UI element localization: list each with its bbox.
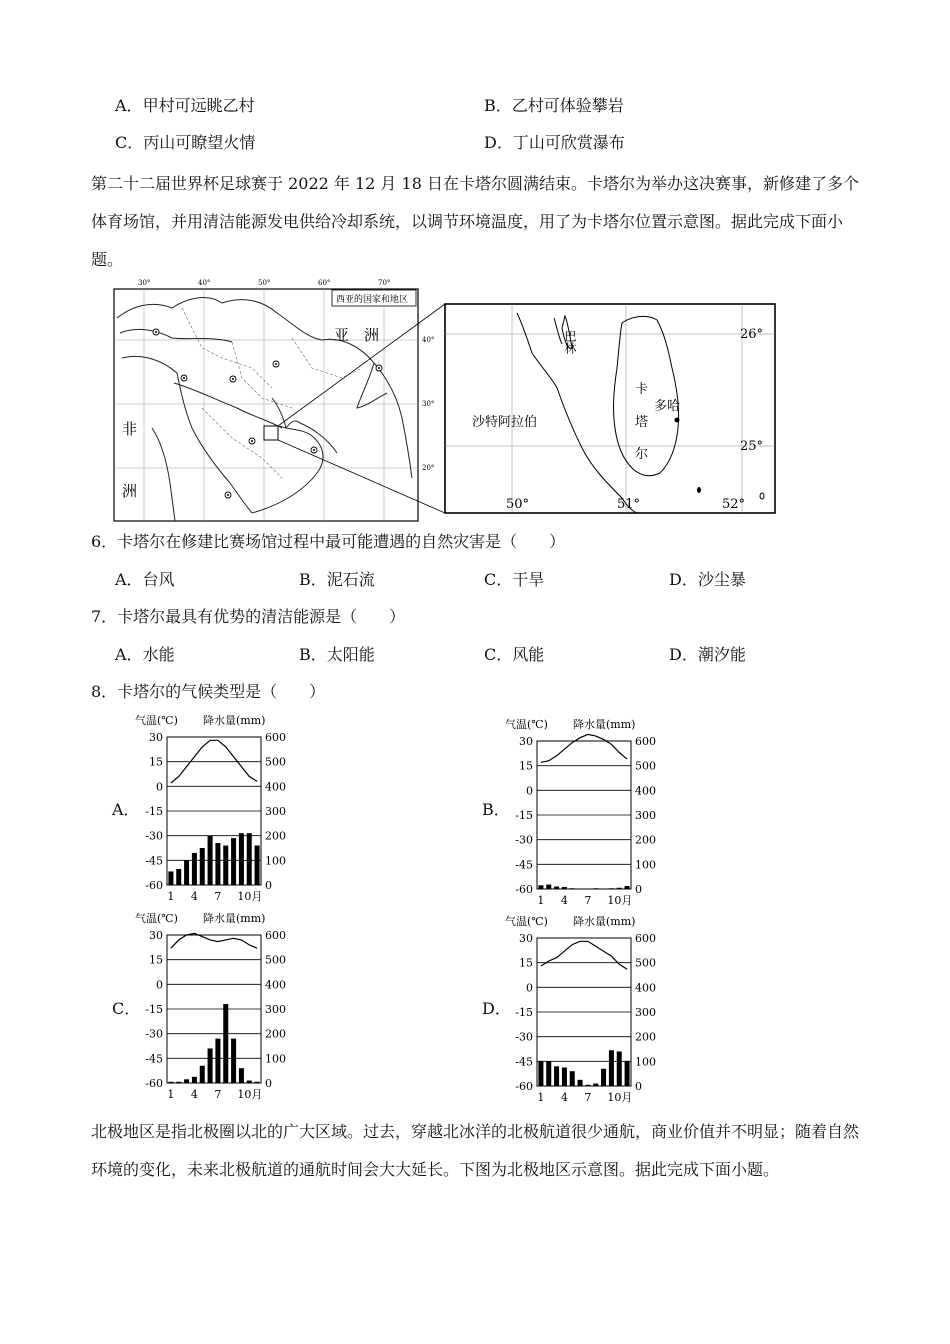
q6-option-b: B．泥石流 [299, 570, 375, 589]
lon-52-label: 52° [722, 497, 746, 512]
precip-bar [200, 1066, 205, 1083]
precip-tick: 0 [635, 883, 642, 896]
lat-25-label: 25° [740, 439, 764, 454]
precip-bar [215, 1039, 220, 1083]
precip-tick: 300 [265, 805, 286, 818]
precip-bar [184, 1079, 189, 1083]
map-title: 西亚的国家和地区 [336, 295, 409, 305]
month-tick: 7 [584, 894, 592, 907]
temp-tick: -15 [145, 1003, 163, 1016]
precip-bar [554, 1066, 559, 1086]
qatar-label-1: 卡 [635, 382, 649, 397]
precip-bar [208, 836, 213, 885]
precip-tick: 100 [265, 1052, 286, 1066]
temp-tick: -45 [145, 854, 163, 868]
temperature-line [541, 734, 627, 762]
qatar-label-3: 尔 [635, 447, 649, 462]
temp-tick: -60 [515, 883, 533, 896]
precip-bar [546, 885, 551, 889]
precip-bar [585, 1085, 590, 1086]
precip-tick: 600 [265, 731, 286, 744]
lon-50-label: 50° [506, 497, 530, 512]
q7-option-a: A．水能 [115, 645, 175, 664]
precip-tick: 100 [635, 1055, 656, 1069]
precip-bar [215, 843, 220, 885]
month-tick: 7 [584, 1091, 592, 1104]
precip-tick: 400 [265, 780, 286, 794]
precip-bar [176, 1082, 181, 1083]
precip-tick: 200 [265, 1027, 286, 1041]
q6-stem: 6．卡塔尔在修建比赛场馆过程中最可能遭遇的自然灾害是（ ） [91, 532, 566, 551]
precip-bar [546, 1061, 551, 1086]
arctic-intro: 北极地区是指北极圈以北的广大区域。过去，穿越北冰洋的北极航道很少通航，商业价值并不明显；随着自然环境的变化，未来北极航道的通航时间会大大延长。下图为北极地区示意图。据此完成下面小题。 [91, 1122, 860, 1179]
precip-bar [625, 886, 630, 889]
temp-tick: -30 [145, 1027, 163, 1041]
q8-option-a: A． [112, 800, 140, 819]
temperature-line [541, 941, 627, 969]
precip-bar [192, 853, 197, 885]
temp-tick: 30 [149, 929, 163, 942]
qatar-intro: 第二十二届世界杯足球赛于 2022 年 12 月 18 日在卡塔尔圆满结束。卡塔尔为举办这决赛事，新修建了多个体育场馆，并用清洁能源发电供给冷却系统，以调节环境温度，用了为卡塔尔位置示意图。据此完成下面小题。 [91, 174, 859, 269]
lon-51-label: 51° [617, 497, 641, 512]
precip-tick: 100 [635, 858, 656, 872]
precip-bar [184, 860, 189, 885]
precip-axis-title: 降水量(mm) [203, 912, 266, 925]
temp-tick: -30 [145, 829, 163, 843]
precip-bar [247, 1081, 252, 1083]
precip-tick: 0 [635, 1080, 642, 1093]
temp-tick: -60 [515, 1080, 533, 1093]
climate-chart-c [135, 910, 315, 1100]
temp-axis-title: 气温(℃) [135, 714, 178, 727]
temp-axis-title: 气温(℃) [135, 912, 178, 925]
precip-bar [617, 888, 622, 889]
precip-tick: 300 [265, 1003, 286, 1016]
precip-bar [168, 1082, 173, 1083]
doha-label: 多哈 [654, 399, 681, 414]
month-tick: 10月 [607, 1091, 633, 1104]
temp-tick: -15 [515, 809, 533, 822]
precip-bar [554, 887, 559, 889]
temp-tick: 0 [156, 978, 163, 992]
precip-bar [231, 838, 236, 885]
precip-tick: 200 [265, 829, 286, 843]
temp-tick: 30 [149, 731, 163, 744]
precip-bar [562, 1068, 567, 1087]
precip-tick: 100 [265, 854, 286, 868]
temp-tick: 0 [526, 981, 533, 995]
precip-tick: 600 [635, 932, 656, 945]
temp-tick: -30 [515, 833, 533, 847]
precip-bar [570, 888, 575, 889]
lat-26-label: 26° [740, 327, 764, 342]
precip-tick: 500 [635, 759, 656, 773]
temp-tick: 15 [519, 759, 533, 773]
temp-tick: -45 [515, 1055, 533, 1069]
precip-tick: 300 [635, 809, 656, 822]
precip-tick: 300 [635, 1006, 656, 1019]
q6-option-c: C．干旱 [484, 570, 545, 589]
month-tick: 10月 [607, 894, 633, 907]
month-tick: 7 [214, 1088, 222, 1101]
precip-tick: 400 [265, 978, 286, 992]
q7-option-b: B．太阳能 [299, 645, 375, 664]
precip-tick: 500 [265, 953, 286, 967]
climate-chart-a [135, 712, 315, 902]
precip-bar [625, 1061, 630, 1086]
prev-option-c: C．丙山可瞭望火情 [115, 133, 256, 152]
temp-tick: -60 [145, 1077, 163, 1090]
africa-label-1: 非 [122, 420, 138, 438]
temp-tick: 15 [149, 755, 163, 769]
temp-tick: 0 [156, 780, 163, 794]
precip-tick: 500 [265, 755, 286, 769]
precip-bar [570, 1071, 575, 1086]
precip-bar [609, 888, 614, 889]
temperature-line [171, 933, 257, 948]
temp-tick: 15 [519, 956, 533, 970]
precip-bar [538, 885, 543, 889]
precip-tick: 200 [635, 833, 656, 847]
precip-bar [223, 1004, 228, 1083]
climate-chart-d [505, 913, 685, 1103]
africa-label-2: 洲 [122, 482, 138, 500]
precip-tick: 500 [635, 956, 656, 970]
precip-bar [176, 869, 181, 885]
lon-label: 60° [318, 279, 331, 287]
climate-chart-b [505, 716, 685, 906]
lon-label: 50° [258, 279, 271, 287]
prev-option-b: B．乙村可体验攀岩 [484, 96, 624, 115]
precip-tick: 0 [265, 1077, 272, 1090]
temp-tick: -15 [145, 805, 163, 818]
temp-tick: 30 [519, 735, 533, 748]
month-tick: 4 [560, 1091, 568, 1104]
q8-option-b: B． [482, 800, 510, 819]
temp-tick: -45 [145, 1052, 163, 1066]
lon-label: 40° [198, 279, 211, 287]
precip-tick: 400 [635, 981, 656, 995]
q8-stem: 8．卡塔尔的气候类型是（ ） [91, 682, 326, 701]
asia-label: 亚 洲 [334, 326, 380, 344]
month-tick: 1 [537, 1091, 545, 1104]
q8-option-c: C． [112, 999, 141, 1018]
precip-bar [223, 846, 228, 885]
precip-bar [247, 833, 252, 885]
saudi-label: 沙特阿拉伯 [472, 415, 538, 430]
temp-axis-title: 气温(℃) [505, 718, 548, 731]
precip-bar [593, 1084, 598, 1086]
precip-bar [192, 1077, 197, 1083]
precip-bar [168, 871, 173, 885]
month-tick: 4 [560, 894, 568, 907]
prev-option-d: D．丁山可欣赏瀑布 [484, 133, 625, 152]
lat-label: 20° [422, 464, 435, 472]
precip-bar [601, 1069, 606, 1086]
precip-axis-title: 降水量(mm) [573, 718, 636, 731]
q7-option-d: D．潮汐能 [669, 645, 746, 664]
lon-label: 70° [378, 279, 391, 287]
month-tick: 7 [214, 890, 222, 903]
west-asia-map-frame [114, 289, 418, 521]
precip-tick: 600 [635, 735, 656, 748]
q6-option-d: D．沙尘暴 [669, 570, 746, 589]
temp-tick: 15 [149, 953, 163, 967]
q8-option-d: D． [482, 999, 511, 1018]
lon-label: 30° [138, 279, 151, 287]
lat-label: 40° [422, 336, 435, 344]
temp-tick: -15 [515, 1006, 533, 1019]
q7-stem: 7．卡塔尔最具有优势的清洁能源是（ ） [91, 607, 406, 626]
qatar-location-map [112, 278, 882, 523]
temp-tick: -30 [515, 1030, 533, 1044]
temp-axis-title: 气温(℃) [505, 915, 548, 928]
temp-tick: 30 [519, 932, 533, 945]
precip-bar [578, 1080, 583, 1086]
qatar-label-2: 塔 [635, 415, 649, 430]
precip-tick: 400 [635, 784, 656, 798]
month-tick: 10月 [237, 1088, 263, 1101]
lat-label: 30° [422, 400, 435, 408]
month-tick: 1 [167, 1088, 175, 1101]
precip-bar [538, 1061, 543, 1086]
precip-bar [562, 887, 567, 889]
precip-bar [239, 1068, 244, 1083]
month-tick: 1 [167, 890, 175, 903]
precip-bar [255, 1082, 260, 1083]
month-tick: 10月 [237, 890, 263, 903]
month-tick: 1 [537, 894, 545, 907]
precip-tick: 200 [635, 1030, 656, 1044]
precip-tick: 0 [265, 879, 272, 892]
precip-bar [200, 848, 205, 885]
precip-bar [255, 846, 260, 885]
temp-tick: -60 [145, 879, 163, 892]
q7-option-c: C．风能 [484, 645, 545, 664]
qatar-inset-frame [445, 304, 775, 513]
precip-bar [593, 888, 598, 889]
precip-axis-title: 降水量(mm) [203, 714, 266, 727]
prev-option-a: A．甲村可远眺乙村 [115, 96, 255, 115]
precip-bar [208, 1048, 213, 1083]
precip-tick: 600 [265, 929, 286, 942]
precip-bar [617, 1051, 622, 1086]
precip-axis-title: 降水量(mm) [573, 915, 636, 928]
temp-tick: -45 [515, 858, 533, 872]
month-tick: 4 [190, 890, 198, 903]
temp-tick: 0 [526, 784, 533, 798]
precip-bar [239, 833, 244, 885]
month-tick: 4 [190, 1088, 198, 1101]
q6-option-a: A．台风 [115, 570, 175, 589]
precip-bar [231, 1039, 236, 1083]
precip-bar [609, 1050, 614, 1086]
bahrain-label: 巴林 [563, 330, 577, 354]
